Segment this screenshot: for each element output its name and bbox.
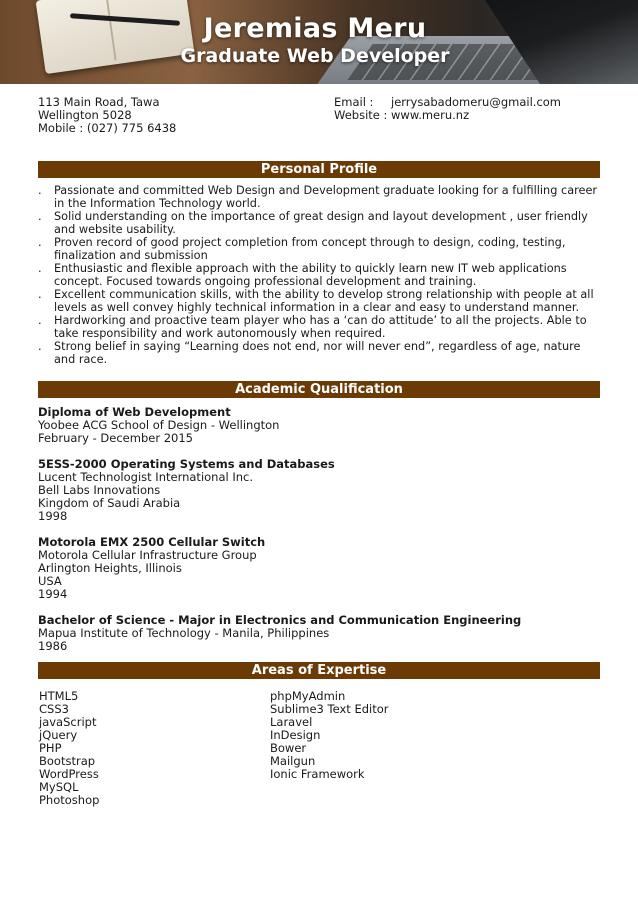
skill-item: Sublime3 Text Editor (270, 702, 389, 716)
qualification-title: 5ESS-2000 Operating Systems and Databases (38, 457, 335, 471)
skill-item: Laravel (270, 715, 313, 729)
bullet-marker: . (38, 236, 42, 249)
profile-item (38, 288, 600, 314)
qualification-title: Motorola EMX 2500 Cellular Switch (38, 535, 266, 549)
section-heading-academic: Academic Qualification (38, 381, 600, 398)
profile-item-text: Enthusiastic and flexible approach with the ability to quickly learn new IT web applications concept. Focused towards ongoing professional development and training. (54, 262, 567, 288)
qualification-entry (38, 406, 521, 445)
skill-item: Bootstrap (39, 754, 96, 768)
address-line-1: 113 Main Road, Tawa (38, 95, 160, 109)
qualification-title: Bachelor of Science - Major in Electronics and Communication Engineering (38, 613, 522, 627)
profile-item-text: Solid understanding on the importance of great design and layout development , user friendly and website usability. (54, 210, 588, 236)
profile-item-text: Passionate and committed Web Design and Development graduate looking for a fulfilling career in the Information Technology world. (54, 184, 598, 210)
email-label: Email : (334, 95, 374, 109)
qualification-title: Diploma of Web Development (38, 405, 231, 419)
qualification-detail: Kingdom of Saudi Arabia (38, 496, 181, 510)
mobile-number: Mobile : (027) 775 6438 (38, 121, 177, 135)
website-link[interactable]: www.meru.nz (391, 108, 470, 122)
skill-item: HTML5 (39, 689, 79, 703)
qualification-detail: Yoobee ACG School of Design - Wellington (38, 418, 280, 432)
profile-item (38, 262, 600, 288)
qualification-detail: Motorola Cellular Infrastructure Group (38, 548, 257, 562)
skills-list-right (270, 690, 388, 781)
section-heading-expertise: Areas of Expertise (38, 662, 600, 679)
profile-item-text: Strong belief in saying “Learning does not end, nor will never end”, regardless of age, nature and race. (54, 340, 581, 366)
candidate-name: Jeremias Meru (203, 13, 427, 44)
qualification-detail: Arlington Heights, Illinois (38, 561, 182, 575)
bullet-marker: . (38, 262, 42, 275)
skill-item: Mailgun (270, 754, 316, 768)
academic-list (38, 406, 521, 666)
qualification-detail: 1986 (38, 639, 68, 653)
profile-item-text: Excellent communication skills, with the ability to develop strong relationship with people at all levels as well convey highly technical information in a clear and easy to understand manner. (54, 288, 594, 314)
bullet-marker: . (38, 314, 42, 327)
address-line-2: Wellington 5028 (38, 108, 132, 122)
skill-item: Bower (270, 741, 307, 755)
contact-address (38, 96, 176, 135)
profile-item-text: Hardworking and proactive team player who has a ‘can do attitude’ to all the projects. Able to take responsibility and work autonomously when required. (54, 314, 587, 340)
skill-item: InDesign (270, 728, 321, 742)
skill-item: javaScript (39, 715, 97, 729)
skill-item: PHP (39, 741, 62, 755)
website-row (334, 109, 561, 122)
profile-item (38, 236, 600, 262)
candidate-role: Graduate Web Developer (180, 45, 450, 67)
qualification-detail: 1998 (38, 509, 68, 523)
bullet-marker: . (38, 210, 42, 223)
profile-item (38, 184, 600, 210)
skill-item: WordPress (39, 767, 99, 781)
qualification-entry (38, 536, 521, 601)
email-link[interactable]: jerrysabadomeru@gmail.com (391, 95, 562, 109)
section-heading-profile: Personal Profile (38, 161, 600, 178)
profile-item (38, 314, 600, 340)
qualification-entry (38, 614, 521, 653)
qualification-detail: Lucent Technologist International Inc. (38, 470, 254, 484)
skill-item: phpMyAdmin (270, 689, 346, 703)
skill-item: CSS3 (39, 702, 69, 716)
website-label: Website : (334, 108, 388, 122)
bullet-marker: . (38, 184, 42, 197)
skill-item: jQuery (39, 728, 78, 742)
skills-list-left (39, 690, 99, 807)
qualification-entry (38, 458, 521, 523)
qualification-detail: February - December 2015 (38, 431, 193, 445)
profile-list (38, 184, 600, 366)
profile-item-text: Proven record of good project completion from concept through to design, coding, testing, finalization and submission (54, 236, 566, 262)
bullet-marker: . (38, 288, 42, 301)
contact-online (334, 96, 561, 122)
qualification-detail: Mapua Institute of Technology - Manila, Philippines (38, 626, 330, 640)
qualification-detail: 1994 (38, 587, 68, 601)
qualification-detail: Bell Labs Innovations (38, 483, 161, 497)
profile-item (38, 340, 600, 366)
bullet-marker: . (38, 340, 42, 353)
skill-item: Ionic Framework (270, 767, 365, 781)
skill-item: MySQL (39, 780, 79, 794)
skill-item: Photoshop (39, 793, 100, 807)
header-banner (0, 0, 638, 84)
qualification-detail: USA (38, 574, 62, 588)
profile-item (38, 210, 600, 236)
